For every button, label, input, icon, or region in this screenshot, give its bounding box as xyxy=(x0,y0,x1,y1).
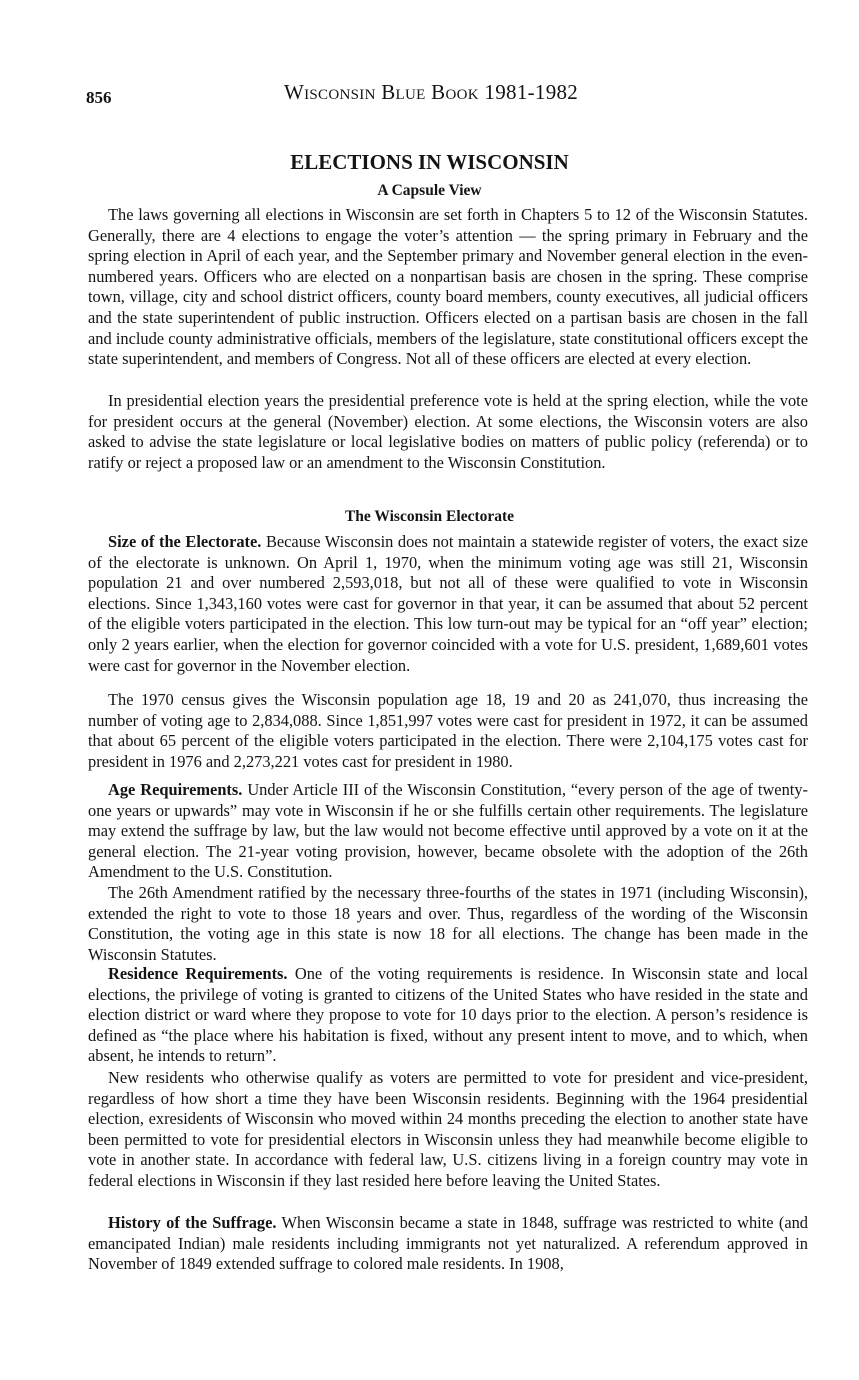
residence-requirements-paragraph xyxy=(88,964,808,1067)
residence-requirements-text: One of the voting requirements is residence. In Wisconsin state and local elections, the privilege of voting is granted to citizens of the United States who have resided in the state and election district or ward where they propose to vote for 10 days prior to the election. A person’s residence is defined as “the place where his habitation is fixed, without any present intent to move, and to which, when absent, he intends to return”. xyxy=(88,964,809,1066)
size-of-electorate-paragraph xyxy=(88,532,808,676)
intro-paragraph-1: The laws governing all elections in Wisconsin are set forth in Chapters 5 to 12 of the Wisconsin Statutes. Generally, there are 4 elections to engage the voter’s attention — the spring primary in February and the spring election in April of each year, and the September primary and November general election in the even-numbered years. Officers who are elected on a nonpartisan basis are chosen in the spring. These comprise town, village, city and school district officers, county board members, county executives, all judicial officers and the state superintendent of public instruction. Officers elected on a partisan basis are chosen in the fall and include county administrative officials, members of the legislature, state constitutional officers except the state superintendent, and members of Congress. Not all of these officers are elected at every election. xyxy=(88,205,808,369)
page-number: 856 xyxy=(86,88,112,107)
age-requirements-heading: Age Requirements. xyxy=(108,780,243,799)
size-of-electorate-text: Because Wisconsin does not maintain a statewide register of voters, the exact size of the electorate is unknown. On April 1, 1970, when the minimum voting age was still 21, Wisconsin population 21 and over numbered 2,593,018, but not all of these were qualified to vote in Wisconsin elections. Since 1,343,160 votes were cast for governor in that year, it can be assumed that about 52 percent of the eligible voters participated in the election. This low turn-out may be typical for an “off year” election; only 2 years earlier, when the election for governor coincided with a vote for U.S. president, 1,689,601 votes were cast for governor in the November election. xyxy=(88,532,808,675)
history-of-suffrage-heading: History of the Suffrage. xyxy=(108,1213,277,1232)
new-residents-paragraph: New residents who otherwise qualify as voters are permitted to vote for president and vice-president, regardless of how short a time they have been Wisconsin residents. Beginning with the 1964 presidential election, exresidents of Wisconsin who moved within 24 months preceding the election to another state have been permitted to vote for presidential electors in Wisconsin unless they had meanwhile become eligible to vote in another state. In accordance with federal law, U.S. citizens living in a foreign country may vote in federal elections in Wisconsin if they last resided here before leaving the United States. xyxy=(88,1068,808,1190)
residence-requirements-heading: Residence Requirements. xyxy=(108,964,288,983)
page-title: ELECTIONS IN WISCONSIN xyxy=(290,150,569,174)
section-heading: The Wisconsin Electorate xyxy=(344,508,515,525)
age-requirements-text: Under Article III of the Wisconsin Constitution, “every person of the age of twenty-one years or upwards” may vote in Wisconsin if he or she fulfills certain other requirements. The legislature may extend the suffrage by law, but the law would not become effective until approved by a vote on it at the general election. The 21-year voting provision, however, became obsolete with the adoption of the 26th Amendment to the U.S. Constitution. xyxy=(88,780,808,882)
running-head: Wisconsin Blue Book 1981-1982 xyxy=(284,80,579,104)
page-subtitle: A Capsule View xyxy=(377,182,482,199)
intro-paragraph-2: In presidential election years the presidential preference vote is held at the spring election, while the vote for president occurs at the general (November) election. At some elections, the Wisconsin voters are also asked to advise the state legislature or local legislative bodies on matters of public policy (referenda) or to ratify or reject a proposed law or an amendment to the Wisconsin Constitution. xyxy=(88,391,808,472)
size-of-electorate-heading: Size of the Electorate. xyxy=(108,532,262,551)
history-of-suffrage-text: When Wisconsin became a state in 1848, suffrage was restricted to white (and emancipated Indian) male residents including immigrants not yet naturalized. A referendum approved in November of 1849 extended suffrage to colored male residents. In 1908, xyxy=(88,1213,808,1274)
history-of-suffrage-paragraph xyxy=(88,1213,808,1275)
census-paragraph: The 1970 census gives the Wisconsin population age 18, 19 and 20 as 241,070, thus increasing the number of voting age to 2,834,088. Since 1,851,997 votes were cast for president in 1972, it can be assumed that about 65 percent of the eligible voters participated in the election. There were 2,104,175 votes cast for president in 1976 and 2,273,221 votes cast for president in 1980. xyxy=(88,690,808,771)
amendment-paragraph: The 26th Amendment ratified by the necessary three-fourths of the states in 1971 (including Wisconsin), extended the right to vote to those 18 years and over. Thus, regardless of the wording of the Wisconsin Constitution, the voting age in this state is now 18 for all elections. The change has been made in the Wisconsin Statutes. xyxy=(88,883,808,964)
age-requirements-paragraph xyxy=(88,780,808,883)
